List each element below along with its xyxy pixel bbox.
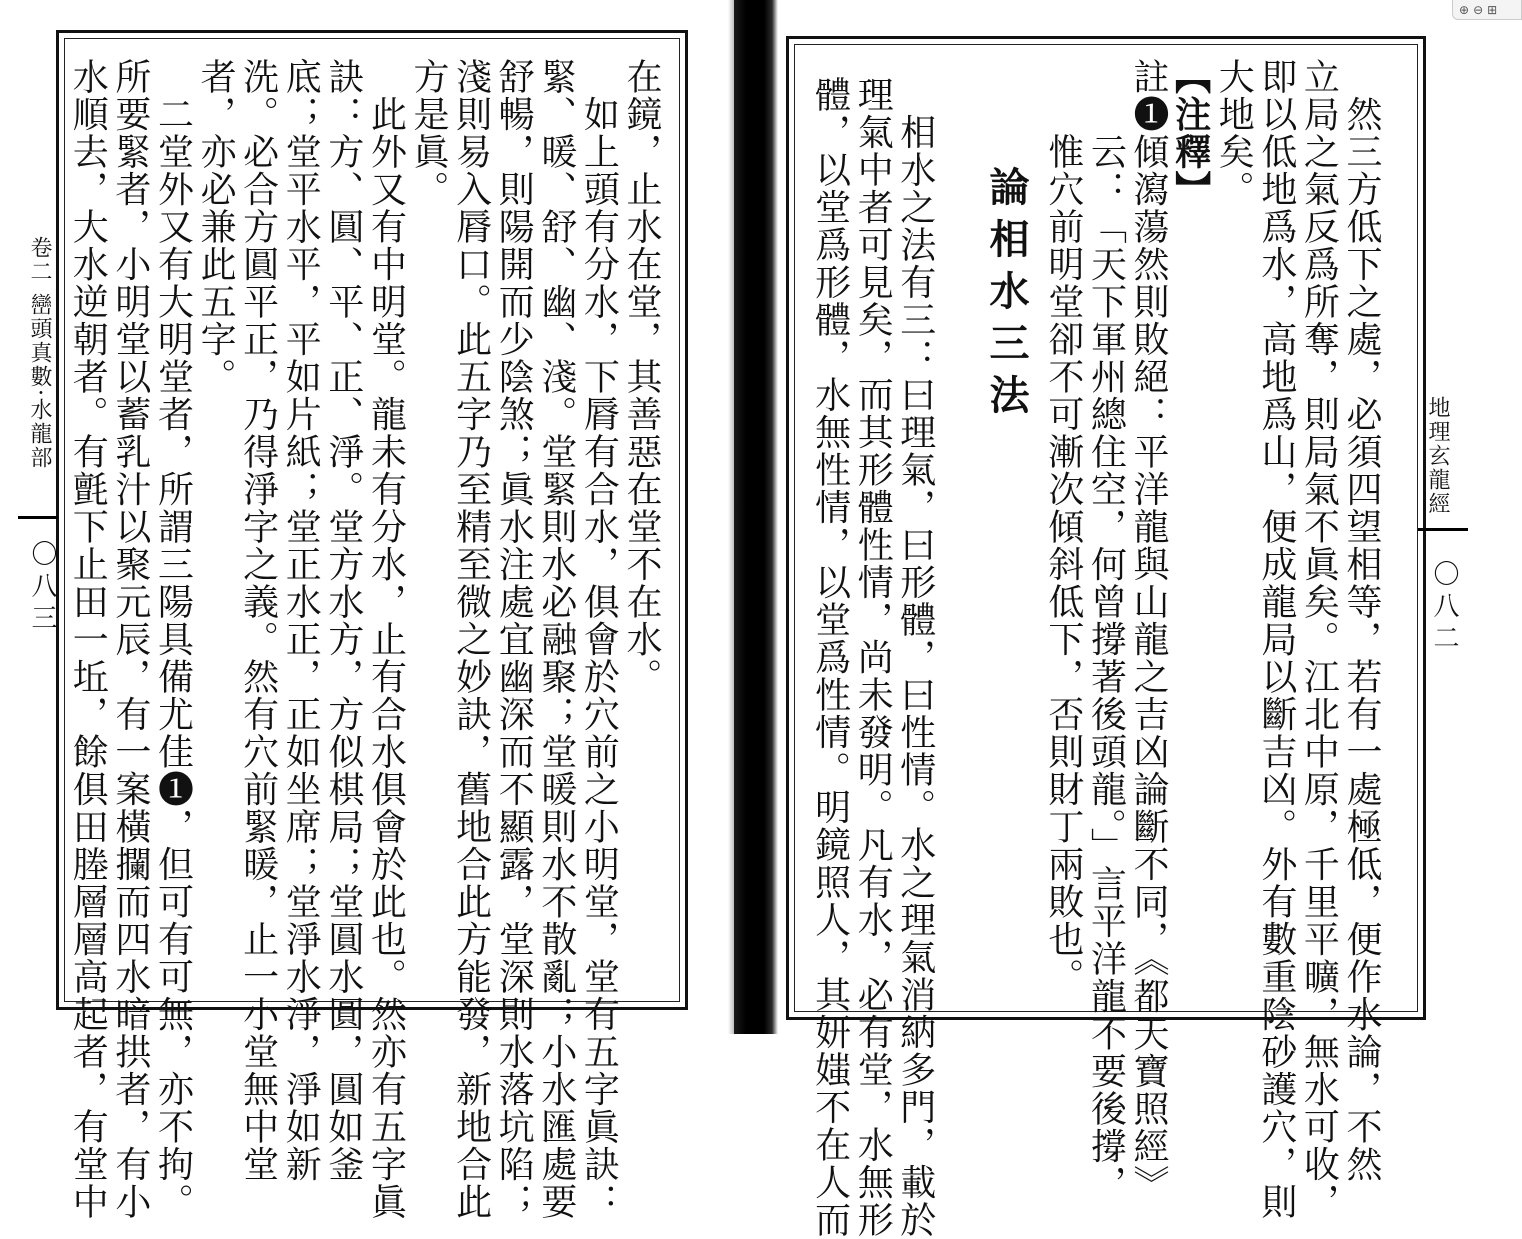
left-column: 二堂外又有大明堂者，所謂三陽具備尤佳❶，但可有可無，亦不拘。 — [152, 58, 194, 1221]
left-page-number: 〇八三 — [27, 540, 57, 636]
left-margin-label: 卷二 巒頭真數·水龍部 — [27, 236, 52, 470]
left-column: 舒暢，則陽開而少陰煞；眞水注處宜幽深而不顯露，堂深則水落坑陷； — [493, 58, 535, 1221]
left-column: 水順去，大水逆朝者。有氈下止田一坵，餘俱田塍層層高起者，有堂中 — [67, 58, 109, 1221]
right-column: 大地矣。 — [1213, 58, 1255, 208]
left-page-body — [66, 58, 662, 1221]
right-page-number: 〇八二 — [1429, 560, 1459, 656]
left-column: 所要緊者，小明堂以蓄乳汁以聚元辰，有一案橫攔而四水暗拱者，有小 — [109, 58, 151, 1221]
right-column: 云：「天下軍州總住空，何曾撐著後頭龍。」言平洋龍不要後撐， — [1085, 58, 1127, 1203]
left-column: 方是眞。 — [408, 58, 450, 208]
right-column: 相水之法有三：曰理氣，曰形體，曰性情。水之理氣消納多門，載於 — [894, 76, 936, 1239]
right-column: 體，以堂爲形體，水無性情，以堂爲性情。明鏡照人，其妍媸不在人而 — [809, 76, 851, 1239]
right-margin-rule — [1418, 528, 1468, 531]
left-column: 訣：方、圓、平、正、淨。堂方水方，方似棋局；堂圓水圓，圓如釜 — [322, 58, 364, 1183]
right-column: 註❶傾瀉蕩然則敗絕：平洋龍與山龍之吉凶論斷不同，《都天寶照經》 — [1128, 58, 1170, 1203]
annotation-heading: 【注釋】 — [1169, 58, 1212, 208]
left-column: 如上頭有分水，下脣有合水，俱會於穴前之小明堂，堂有五字眞訣： — [578, 58, 620, 1221]
left-column: 淺則易入脣口。此五字乃至精至微之妙訣，舊地合此方能發，新地合此 — [450, 58, 492, 1221]
left-column: 此外又有中明堂。龍未有分水，止有合水俱會於此也。然亦有五字眞 — [365, 58, 407, 1221]
left-page — [0, 0, 734, 1221]
left-column: 底；堂平水平，平如片紙；堂正水正，正如坐席；堂淨水淨，淨如新 — [280, 58, 322, 1183]
left-column: 在鏡，止水在堂，其善惡在堂不在水。 — [621, 58, 662, 696]
right-page — [778, 0, 1522, 1239]
left-column: 洗。必合方圓平正，乃得淨字之義。然有穴前緊暖，止一小堂無中堂 — [237, 58, 279, 1183]
right-margin-label: 地理玄龍經 — [1425, 396, 1450, 516]
viewer-toolbar — [1452, 0, 1522, 20]
right-page-body-bottom — [808, 76, 936, 1239]
right-column: 立局之氣反爲所奪，則局氣不眞矣。江北中原，千里平曠，無水可收， — [1298, 58, 1340, 1221]
right-column: 惟穴前明堂卻不可漸次傾斜低下，否則財丁兩敗也。 — [1042, 58, 1084, 996]
right-column: 即以低地爲水，高地爲山，便成龍局以斷吉凶。外有數重陰砂護穴，則 — [1255, 58, 1297, 1221]
book-gutter — [734, 0, 778, 1034]
left-margin-rule — [18, 516, 58, 519]
fit-page-icon[interactable]: ⊞ — [1487, 2, 1498, 17]
section-title: 論相水三法 — [983, 166, 1029, 426]
right-column: 理氣中者可見矣，而其形體性情，尚未發明。凡有水，必有堂，水無形 — [852, 76, 894, 1239]
zoom-in-icon[interactable]: ⊕ — [1459, 2, 1470, 17]
left-column: 者，亦必兼此五字。 — [195, 58, 237, 396]
zoom-out-icon[interactable]: ⊖ — [1473, 2, 1484, 17]
left-column: 緊、暖、舒、幽、淺。堂緊則水必融聚；堂暖則水不散亂；小水匯處要 — [535, 58, 577, 1221]
right-column: 然三方低下之處，必須四望相等，若有一處極低，便作水論，不然 — [1341, 58, 1382, 1183]
right-page-body-top — [1041, 58, 1382, 1221]
